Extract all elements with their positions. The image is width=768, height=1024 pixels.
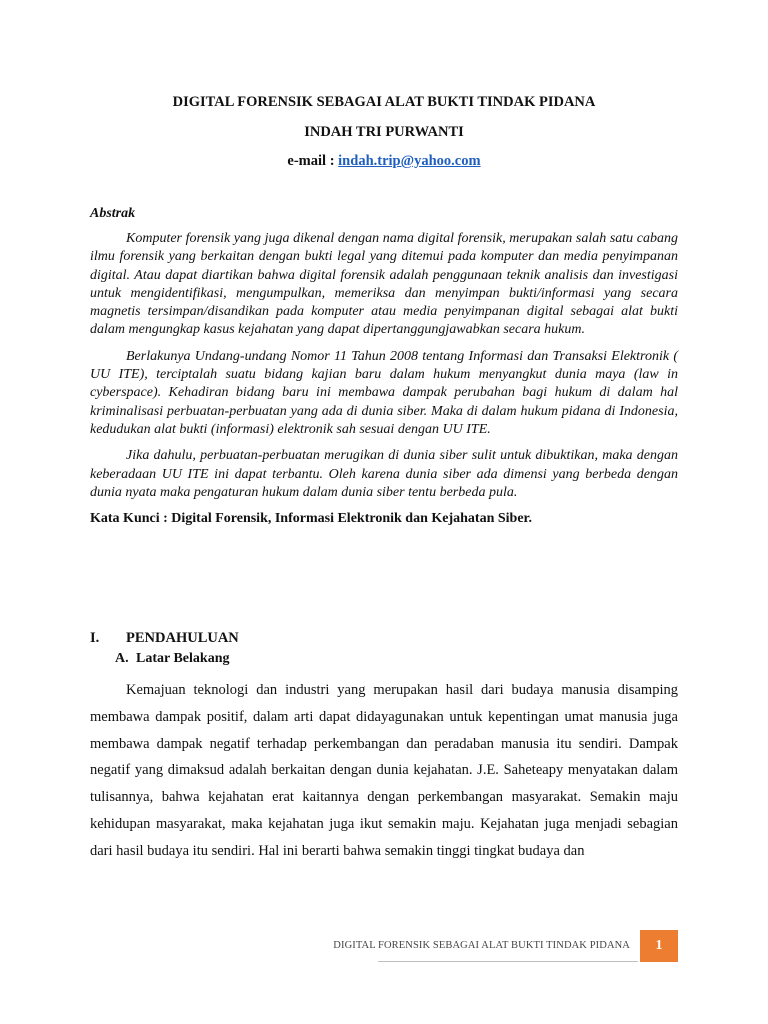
paper-title: DIGITAL FORENSIK SEBAGAI ALAT BUKTI TINDAK PIDANA xyxy=(172,94,596,110)
footer-divider xyxy=(378,961,638,962)
section-title: PENDAHULUAN xyxy=(126,630,239,646)
email-label: e-mail : xyxy=(287,153,339,169)
author-name: INDAH TRI PURWANTI xyxy=(304,124,464,140)
author-email xyxy=(90,152,678,170)
abstract-paragraph-3: Jika dahulu, perbuatan-perbuatan merugikan di dunia siber sulit untuk dibuktikan, maka dengan keberadaan UU ITE ini dapat terbantu. Oleh karena dunia siber ada dimensi yang berbeda dengan dunia nyata maka pengaturan hukum dalam dunia siber tentu berbeda pula. xyxy=(90,448,678,500)
section-heading xyxy=(90,629,239,647)
page-footer xyxy=(90,930,678,962)
abstract-heading: Abstrak xyxy=(90,206,136,221)
abstract-section xyxy=(90,205,678,528)
section-number: I. xyxy=(90,630,100,646)
page-number-badge: 1 xyxy=(640,930,678,962)
subsection-heading xyxy=(115,650,229,668)
abstract-paragraph-2: Berlakunya Undang-undang Nomor 11 Tahun 2008 tentang Informasi dan Transaksi Elektronik ( UU ITE), terciptalah suatu bidang kajian baru dalam hukum menyangkut dunia maya (law in cyberspace). Kehadiran bidang baru ini membawa dampak perubahan bagi hukum di dalam hal kriminalisasi perbuatan-perbuatan yang ada di dunia siber. Maka di dalam hukum pidana di Indonesia, kedudukan alat bukti (informasi) elektronik sah sesuai dengan UU ITE. xyxy=(90,348,678,437)
footer-running-title: DIGITAL FORENSIK SEBAGAI ALAT BUKTI TINDAK PIDANA xyxy=(333,940,630,951)
keywords: Kata Kunci : Digital Forensik, Informasi Elektronik dan Kejahatan Siber. xyxy=(90,511,532,527)
email-link[interactable]: indah.trip@yahoo.com xyxy=(338,153,481,169)
subsection-number: A. xyxy=(115,651,129,666)
subsection-title: Latar Belakang xyxy=(136,651,230,666)
body-paragraph: Kemajuan teknologi dan industri yang merupakan hasil dari budaya manusia disamping membawa dampak positif, dalam arti dapat didayagunakan untuk kepentingan umat manusia juga membawa dampak negatif terhadap perkembangan dan peradaban manusia itu sendiri. Dampak negatif yang dimaksud adalah berkaitan dengan dunia kejahatan. J.E. Saheteapy menyatakan dalam tulisannya, bahwa kejahatan erat kaitannya dengan perkembangan masyarakat. Semakin maju kehidupan masyarakat, maka kejahatan juga ikut semakin maju. Kejahatan juga menjadi sebagian dari hasil budaya itu sendiri. Hal ini berarti bahwa semakin tinggi tingkat budaya dan xyxy=(90,682,678,859)
abstract-paragraph-1: Komputer forensik yang juga dikenal dengan nama digital forensik, merupakan salah satu cabang ilmu forensik yang berkaitan dengan bukti legal yang ditemui pada komputer dan media penyimpanan digital. Atau dapat diartikan bahwa digital forensik adalah penggunaan teknik analisis dan investigasi untuk mengidentifikasi, mengumpulkan, memeriksa dan menyimpan bukti/informasi yang secara magnetis tersimpan/disandikan pada komputer atau media penyimpanan digital sebagai alat bukti dalam mengungkap kasus kejahatan yang dapat dipertanggungjawabkan secara hukum. xyxy=(90,231,678,338)
